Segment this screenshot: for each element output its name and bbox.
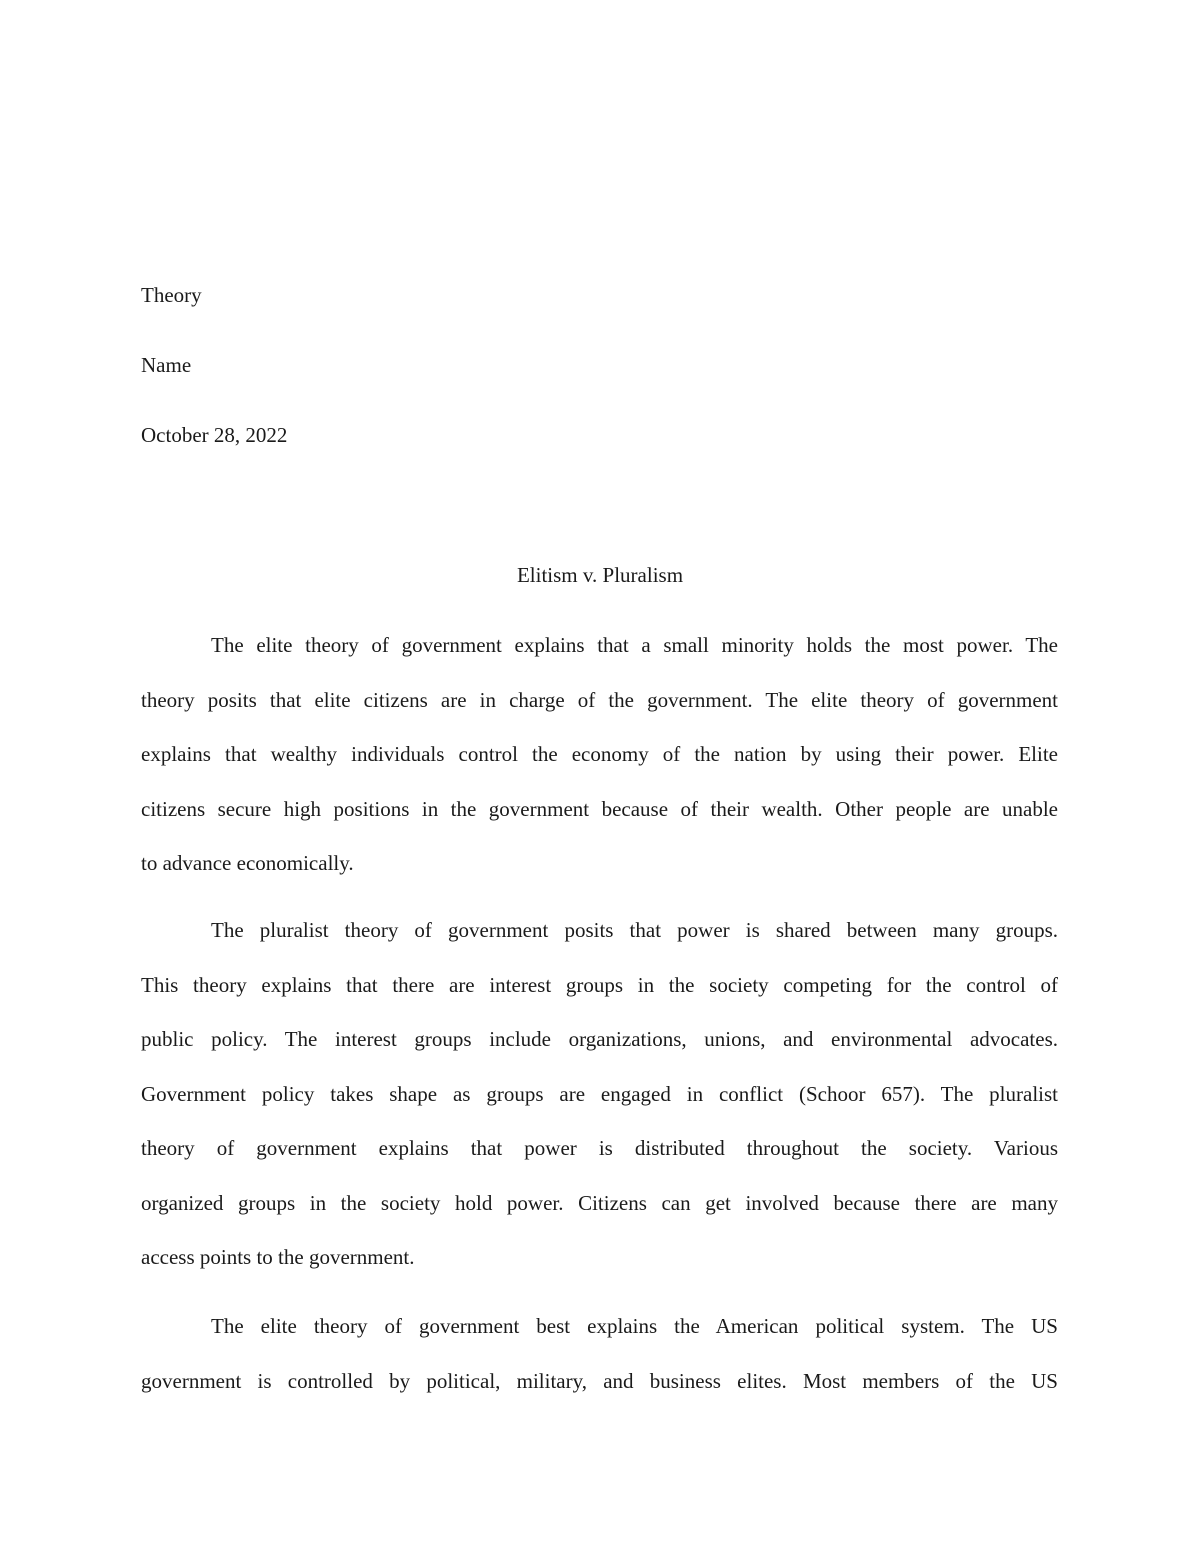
paragraph-line: The elite theory of government best explains the American political system. The US [211,1314,1058,1338]
paragraph [141,630,1058,903]
paragraph-line: organized groups in the society hold power. Citizens can get involved because there are many [141,1190,1058,1215]
paragraph-line: theory of government explains that power is distributed throughout the society. Various [141,1136,1058,1160]
paragraph-line: public policy. The interest groups include organizations, unions, and environmental advocates. [141,1027,1058,1051]
paragraph-line: The elite theory of government explains that a small minority holds the most power. The [211,633,1058,657]
paragraph [141,1311,1058,1420]
paragraph-line: theory posits that elite citizens are in charge of the government. The elite theory of government [141,687,1058,712]
paragraph [141,915,1058,1297]
essay-title: Elitism v. Pluralism [516,563,684,587]
student-name-line: Name [141,353,192,377]
paragraph-line: The pluralist theory of government posits that power is shared between many groups. [211,918,1058,942]
paragraph-line: government is controlled by political, military, and business elites. Most members of the US [141,1368,1058,1393]
paragraph-line: Government policy takes shape as groups are engaged in conflict (Schoor 657). The pluralist [141,1081,1058,1106]
date-line: October 28, 2022 [141,423,288,447]
paragraph-line: explains that wealthy individuals control the economy of the nation by using their power. Elite [141,742,1058,766]
paragraph-line: citizens secure high positions in the government because of their wealth. Other people are unable [141,796,1058,821]
course-line: Theory [141,283,202,307]
paragraph-line: access points to the government. [141,1245,415,1269]
paragraph-line: to advance economically. [141,851,354,875]
paragraph-line: This theory explains that there are interest groups in the society competing for the control of [141,972,1058,997]
